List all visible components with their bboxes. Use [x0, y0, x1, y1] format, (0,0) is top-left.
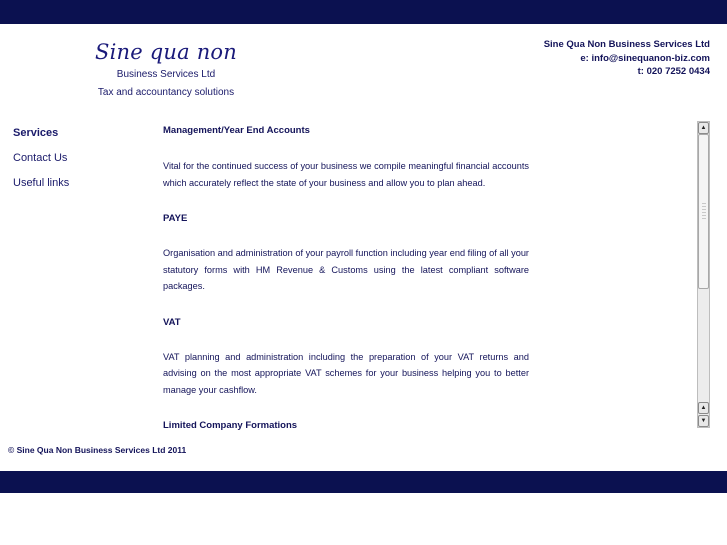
- top-band: [0, 0, 727, 24]
- scrollbar-thumb[interactable]: [698, 134, 709, 289]
- contact-phone: t: 020 7252 0434: [637, 66, 710, 77]
- section-body: Vital for the continued success of your business we compile meaningful financial accounts which accurately reflect the state of your business and allow you to plan ahead.: [163, 161, 529, 188]
- logo-tagline: Tax and accountancy solutions: [97, 87, 235, 98]
- grip-icon: [702, 203, 706, 221]
- section-heading: PAYE: [163, 213, 188, 224]
- contact-email[interactable]: e: info@sinequanon-biz.com: [580, 52, 710, 64]
- sidebar-nav: [13, 127, 133, 202]
- bottom-band: [0, 471, 727, 493]
- services-content: [163, 120, 529, 430]
- nav-item-useful-links[interactable]: Useful links: [13, 177, 70, 189]
- scroll-up-icon[interactable]: ▲: [698, 122, 709, 134]
- scroll-up-icon[interactable]: ▲: [698, 402, 709, 414]
- section-heading: Limited Company Formations: [163, 420, 298, 430]
- contact-block: [544, 38, 710, 79]
- contact-company: Sine Qua Non Business Services Ltd: [543, 39, 710, 50]
- logo-subtitle: Business Services Ltd: [116, 69, 216, 80]
- nav-item-services[interactable]: Services: [13, 127, 59, 139]
- section-body: VAT planning and administration including the preparation of your VAT returns and advising on the most appropriate VAT schemes for your business helping you to better manage your cashflow.: [163, 351, 529, 395]
- section-body: Organisation and administration of your payroll function including year end filing of all your statutory forms with HM Revenue & Customs using the latest compliant software packages.: [163, 248, 529, 291]
- section-heading: VAT: [163, 316, 181, 328]
- nav-item-contact-us[interactable]: Contact Us: [13, 152, 68, 164]
- content-scrollbar[interactable]: [697, 121, 710, 428]
- scroll-down-icon[interactable]: ▼: [698, 415, 709, 427]
- logo-title[interactable]: Sine qua non: [95, 40, 237, 64]
- footer-copyright: © Sine Qua Non Business Services Ltd 2011: [8, 445, 187, 455]
- section-heading: Management/Year End Accounts: [163, 125, 310, 136]
